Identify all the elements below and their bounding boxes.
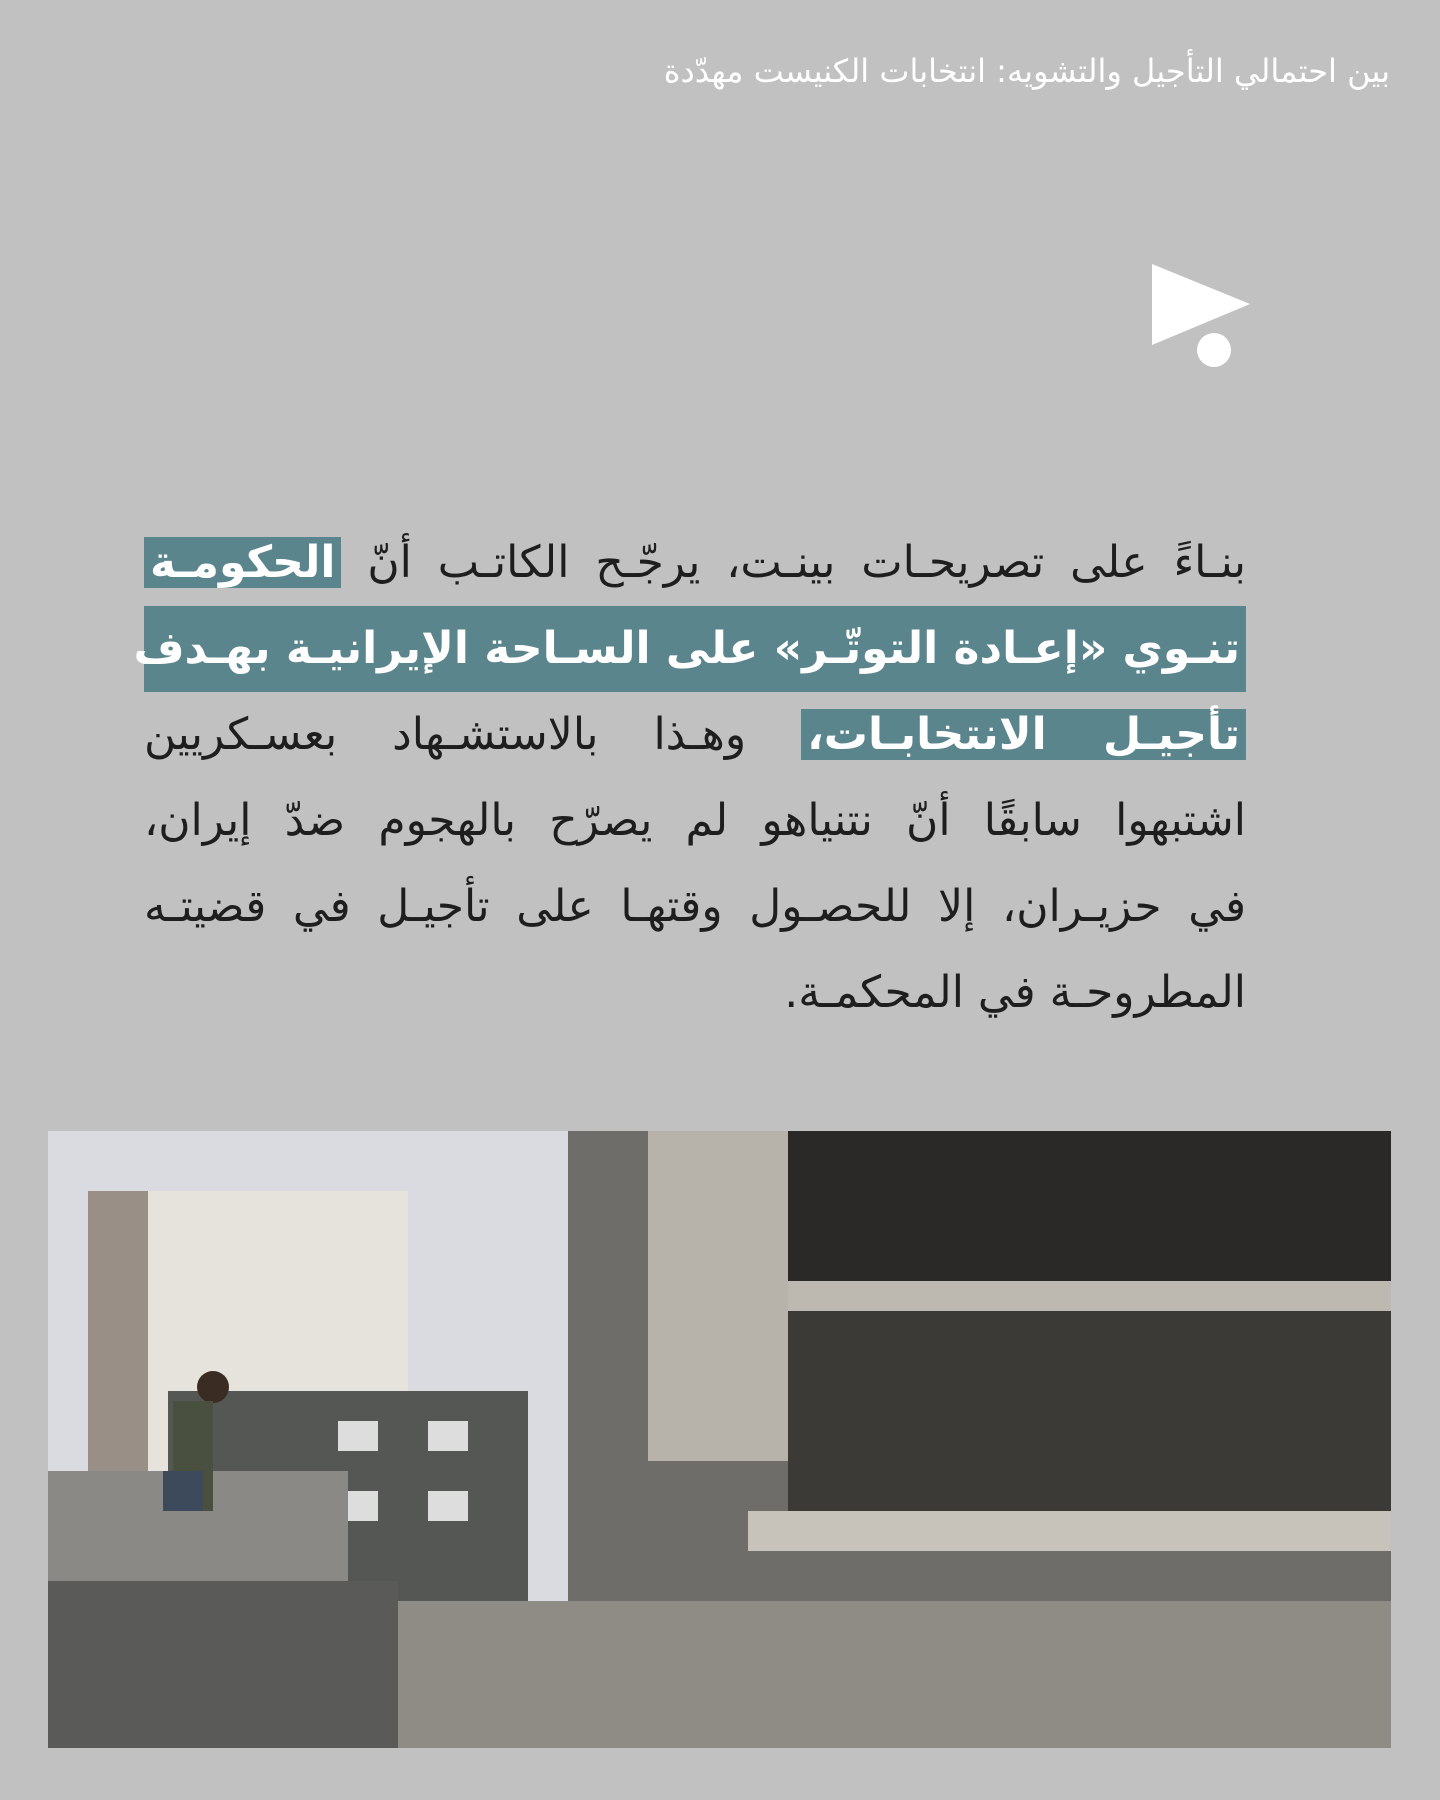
text-line — [144, 520, 1246, 606]
highlighted-text: تأجيـل الانتخابـات، — [801, 709, 1246, 760]
article-paragraph — [133, 520, 1246, 1036]
text-line: المطروحـة في المحكمـة. — [784, 967, 1246, 1018]
photo-illustration — [48, 1131, 1391, 1748]
text-line: في حزيـران، إلا للحصـول وقتهـا على تأجيـل في قضيتـه — [144, 881, 1246, 932]
text-line — [133, 606, 1246, 692]
highlighted-text: الحكومـة — [144, 537, 341, 588]
highlighted-text: تنـوي «إعـادة التوتّـر» على السـاحة الإيرانيـة بهـدف — [144, 606, 1246, 692]
text-line: اشتبهوا سابقًا أنّ نتنياهو لم يصرّح بالهجوم ضدّ إيران، — [144, 795, 1246, 846]
article-series-title: بين احتمالي التأجيل والتشويه: انتخابات الكنيست مهدّدة — [663, 52, 1390, 90]
text-segment: وهـذا بالاستشـهاد بعسـكريين — [144, 709, 747, 760]
destroyed-building-photo — [48, 1131, 1391, 1748]
play-triangle-dot-logo-icon — [1148, 260, 1258, 370]
text-line — [144, 692, 1246, 778]
text-segment: بنـاءً على تصريحـات بينـت، يرجّـح الكاتـب أنّ — [367, 537, 1246, 588]
